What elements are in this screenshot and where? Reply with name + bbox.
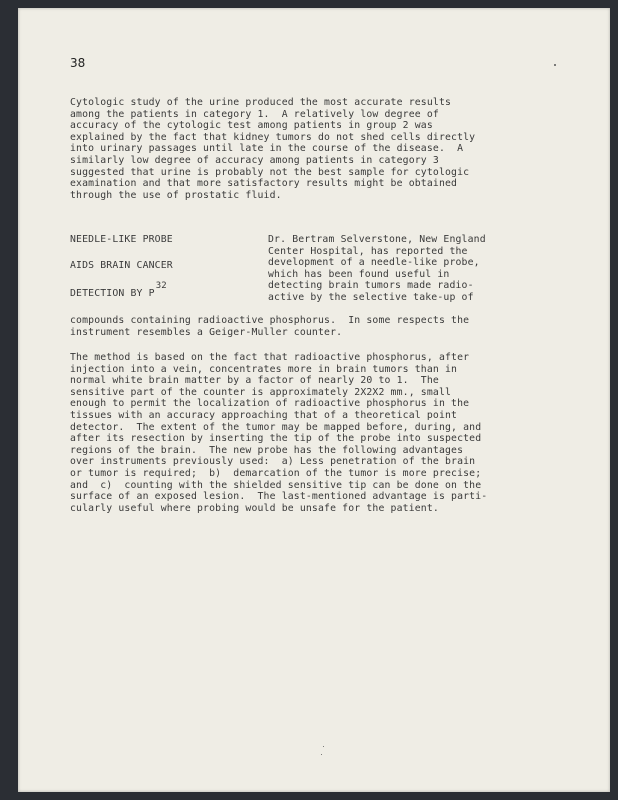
text-line: active by the selective take-up of (268, 291, 474, 303)
text-line: detecting brain tumors made radio- (268, 280, 474, 292)
text-line: The method is based on the fact that radioactive phosphorus, after (70, 352, 470, 363)
text-line: sensitive part of the counter is approximately 2X2X2 mm., small (70, 386, 452, 398)
paragraph-probe-intro (268, 234, 513, 304)
page-number: 38 (70, 56, 86, 70)
text-line: over instruments previously used: a) Less penetration of the brain (70, 456, 476, 468)
paper-speck (321, 754, 322, 755)
text-line: development of a needle-like probe, (268, 257, 480, 269)
paper-speck (554, 64, 556, 66)
phosphorus-superscript: 32 (155, 281, 167, 291)
paragraph-probe-intro-continued (70, 315, 510, 338)
side-heading-line-2: AIDS BRAIN CANCER (70, 260, 173, 271)
side-heading-line-1: NEEDLE-LIKE PROBE (70, 234, 173, 245)
text-line: surface of an exposed lesion. The last-mentioned advantage is parti- (70, 491, 488, 503)
text-line: among the patients in category 1. A relatively low degree of (70, 108, 439, 120)
side-heading-line-3 (70, 281, 167, 301)
text-line: normal white brain matter by a factor of nearly 20 to 1. The (70, 375, 439, 387)
text-line: instrument resembles a Geiger-Muller counter. (70, 326, 343, 338)
text-line: suggested that urine is probably not the best sample for cytologic (70, 166, 470, 178)
text-line: regions of the brain. The new probe has the following advantages (70, 444, 464, 456)
text-line: enough to permit the localization of radioactive phosphorus in the (70, 398, 470, 410)
text-line: explained by the fact that kidney tumors do not shed cells directly (70, 131, 476, 143)
text-line: tissues with an accuracy approaching that of a theoretical point (70, 409, 458, 421)
text-line: which has been found useful in (268, 268, 450, 280)
paper-speck (323, 746, 324, 747)
side-heading-line-3-text: DETECTION BY P (70, 288, 155, 299)
text-line: injection into a vein, concentrates more in brain tumors than in (70, 363, 458, 375)
text-line: and c) counting with the shielded sensitive tip can be done on the (70, 479, 482, 491)
text-line: Dr. Bertram Selverstone, New England (268, 234, 486, 245)
text-line: or tumor is required; b) demarcation of the tumor is more precise; (70, 467, 482, 479)
text-line: after its resection by inserting the tip of the probe into suspected (70, 433, 482, 445)
text-line: detector. The extent of the tumor may be mapped before, during, and (70, 421, 482, 433)
text-line: accuracy of the cytologic test among patients in group 2 was (70, 120, 433, 132)
text-line: Cytologic study of the urine produced the most accurate results (70, 97, 452, 108)
text-line: cularly useful where probing would be unsafe for the patient. (70, 502, 439, 514)
text-line: through the use of prostatic fluid. (70, 189, 282, 201)
text-line: Center Hospital, has reported the (268, 245, 468, 257)
text-line: compounds containing radioactive phosphorus. In some respects the (70, 315, 470, 326)
document-page (18, 8, 610, 792)
text-line: examination and that more satisfactory results might be obtained (70, 178, 458, 190)
text-line: into urinary passages until late in the course of the disease. A (70, 143, 464, 155)
text-line: similarly low degree of accuracy among patients in category 3 (70, 154, 439, 166)
paragraph-cytologic-study (70, 97, 510, 201)
paragraph-method (70, 352, 510, 514)
